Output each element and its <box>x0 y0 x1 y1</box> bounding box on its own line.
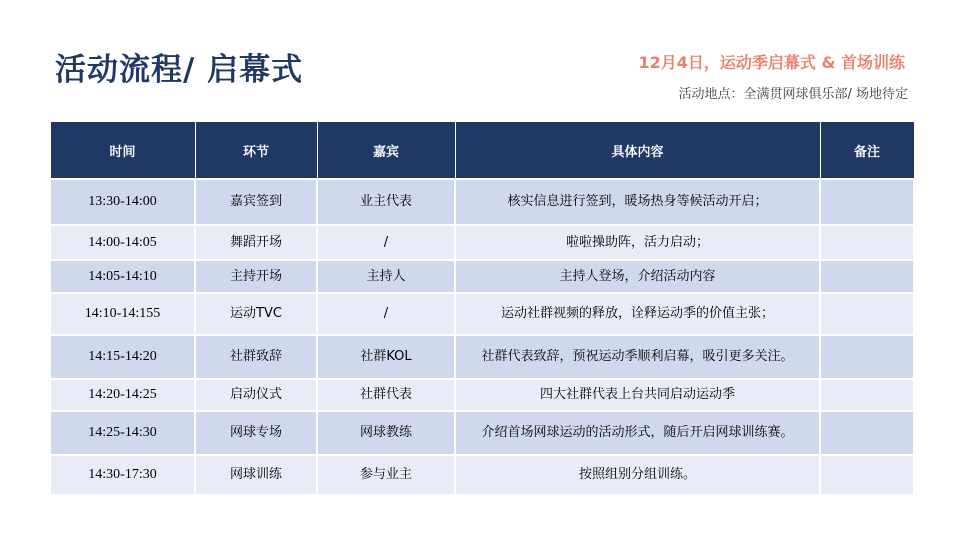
table-row <box>50 225 914 260</box>
cell-content: 运动社群视频的释放，诠释运动季的价值主张； <box>455 293 820 335</box>
cell-time: 14:00-14:05 <box>50 225 195 260</box>
cell-guest: 网球教练 <box>317 411 455 455</box>
header-content: 具体内容 <box>455 122 820 180</box>
cell-note <box>820 379 914 411</box>
header-row <box>50 122 914 180</box>
table-row <box>50 455 914 495</box>
header-segment: 环节 <box>195 122 317 180</box>
cell-time: 14:10-14:155 <box>50 293 195 335</box>
cell-content: 按照组别分组训练。 <box>455 455 820 495</box>
cell-content: 核实信息进行签到，暖场热身等候活动开启； <box>455 179 820 225</box>
cell-guest: 主持人 <box>317 260 455 293</box>
cell-note <box>820 411 914 455</box>
header-guest: 嘉宾 <box>317 122 455 180</box>
header-note: 备注 <box>820 122 914 180</box>
cell-time: 14:05-14:10 <box>50 260 195 293</box>
cell-guest: / <box>317 225 455 260</box>
header-time: 时间 <box>50 122 195 180</box>
cell-time: 13:30-14:00 <box>50 179 195 225</box>
cell-segment: 启动仪式 <box>195 379 317 411</box>
cell-content: 介绍首场网球运动的活动形式，随后开启网球训练赛。 <box>455 411 820 455</box>
cell-guest: 业主代表 <box>317 179 455 225</box>
cell-content: 四大社群代表上台共同启动运动季 <box>455 379 820 411</box>
cell-time: 14:15-14:20 <box>50 335 195 379</box>
cell-note <box>820 335 914 379</box>
cell-note <box>820 260 914 293</box>
cell-note <box>820 225 914 260</box>
cell-content: 主持人登场，介绍活动内容 <box>455 260 820 293</box>
cell-segment: 网球专场 <box>195 411 317 455</box>
cell-note <box>820 455 914 495</box>
table-row <box>50 411 914 455</box>
schedule-table <box>49 121 915 496</box>
cell-guest: 社群KOL <box>317 335 455 379</box>
page-title: 活动流程/ 启幕式 <box>55 52 304 88</box>
schedule-table-body <box>50 179 914 495</box>
table-row <box>50 179 914 225</box>
cell-content: 社群代表致辞，预祝运动季顺利启幕，吸引更多关注。 <box>455 335 820 379</box>
table-row <box>50 379 914 411</box>
cell-segment: 运动TVC <box>195 293 317 335</box>
event-date-subtitle: 12月4日，运动季启幕式 & 首场训练 <box>638 53 905 72</box>
cell-segment: 舞蹈开场 <box>195 225 317 260</box>
table-row <box>50 260 914 293</box>
event-location: 活动地点：全满贯网球俱乐部/ 场地待定 <box>678 87 908 102</box>
cell-guest: 社群代表 <box>317 379 455 411</box>
table-row <box>50 335 914 379</box>
cell-note <box>820 179 914 225</box>
cell-time: 14:30-17:30 <box>50 455 195 495</box>
cell-guest: 参与业主 <box>317 455 455 495</box>
cell-content: 啦啦操助阵，活力启动； <box>455 225 820 260</box>
cell-segment: 主持开场 <box>195 260 317 293</box>
cell-time: 14:20-14:25 <box>50 379 195 411</box>
cell-note <box>820 293 914 335</box>
table-row <box>50 293 914 335</box>
schedule-table-header <box>50 122 914 180</box>
cell-segment: 网球训练 <box>195 455 317 495</box>
cell-segment: 嘉宾签到 <box>195 179 317 225</box>
cell-time: 14:25-14:30 <box>50 411 195 455</box>
cell-segment: 社群致辞 <box>195 335 317 379</box>
cell-guest: / <box>317 293 455 335</box>
